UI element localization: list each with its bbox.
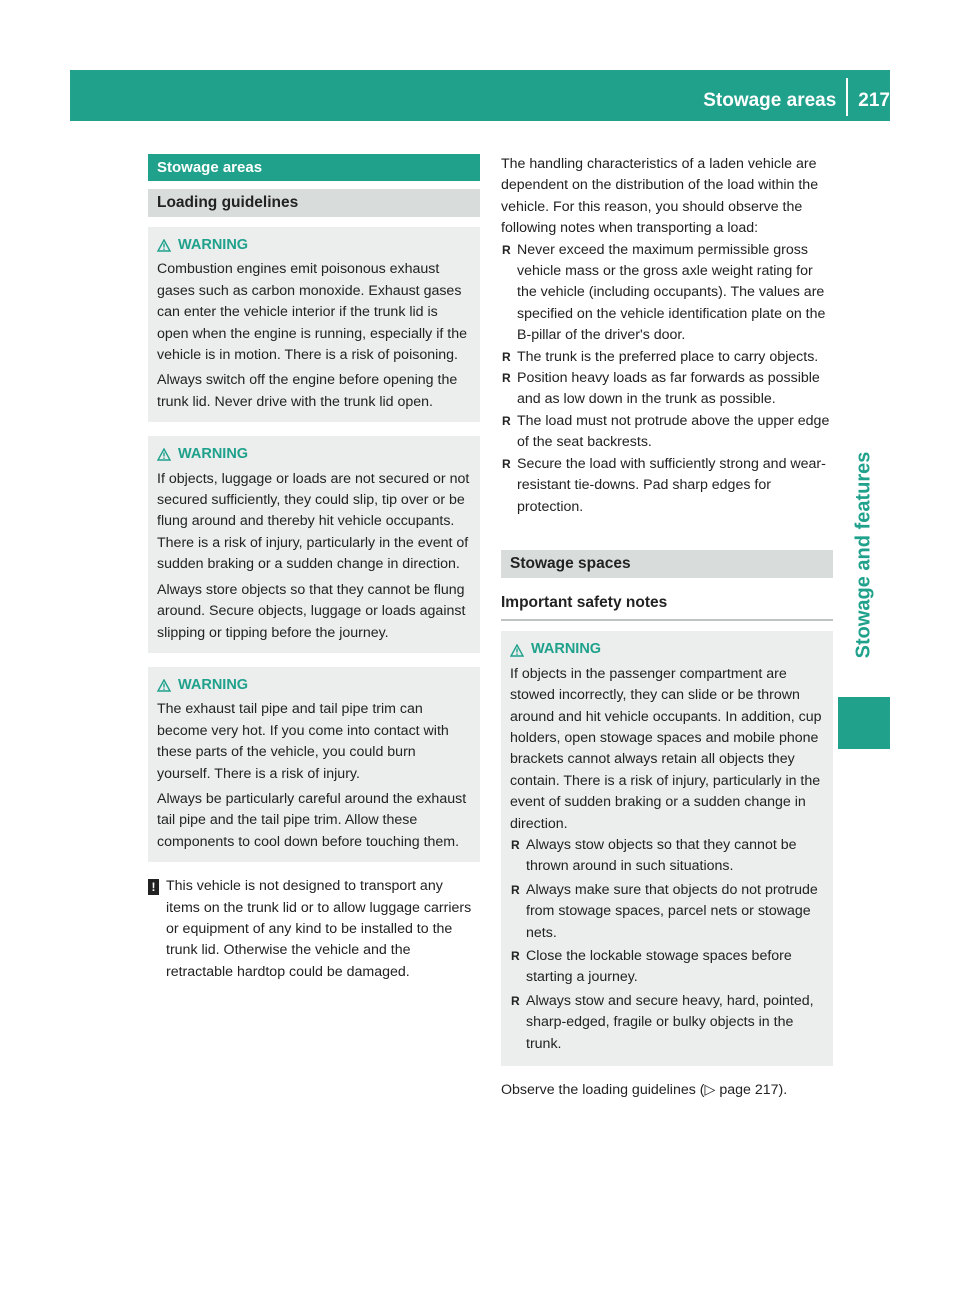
warning-label: WARNING bbox=[531, 641, 602, 658]
subsection-title: Stowage spaces bbox=[501, 550, 833, 578]
list-item: R Close the lockable stowage spaces before starting a journey. bbox=[511, 948, 792, 986]
right-column bbox=[501, 154, 833, 1101]
warning-box bbox=[148, 667, 480, 862]
warning-title bbox=[510, 639, 825, 660]
loading-bullets bbox=[501, 240, 833, 518]
warning-title bbox=[157, 444, 472, 465]
notice-text: This vehicle is not designed to transport any items on the trunk lid or to allow luggage carriers or equipment of any kind to be installed to the trunk lid. Otherwise the vehicle and the retractable hardtop could be damaged. bbox=[166, 878, 472, 980]
bullet-r-icon: R bbox=[511, 882, 520, 897]
warning-triangle-icon bbox=[157, 239, 171, 252]
bullet-r-icon: R bbox=[511, 949, 520, 963]
warning-label: WARNING bbox=[178, 446, 249, 463]
warning-text: Always switch off the engine before opening the trunk lid. Never drive with the trunk lid open. bbox=[157, 372, 458, 410]
left-column bbox=[148, 154, 480, 983]
list-item: R Always stow objects so that they cannot be thrown around in such situations. bbox=[511, 836, 797, 875]
bullet-r-icon: R bbox=[502, 349, 511, 364]
intro-text: The handling characteristics of a laden vehicle are dependent on the distribution of the load within the vehicle. For this reason, you should observe the following notes when transporting a load: bbox=[501, 156, 819, 237]
list-item: R The trunk is the preferred place to carry objects. bbox=[501, 347, 833, 368]
list-item: R Position heavy loads as far forwards as possible and as low down in the trunk as possible. bbox=[502, 370, 820, 408]
warning-box bbox=[148, 227, 480, 422]
side-tab-marker bbox=[838, 697, 890, 749]
warning-text: Always be particularly careful around the exhaust tail pipe and the tail pipe trim. Allow these components to cool down before touching them. bbox=[157, 790, 467, 850]
warning-bullets bbox=[510, 835, 825, 1055]
warning-title bbox=[157, 235, 472, 256]
warning-text: The exhaust tail pipe and tail pipe trim can become very hot. If you come into contact with these parts of the vehicle, you could burn yourself. There is a risk of injury. bbox=[157, 701, 449, 782]
warning-triangle-icon bbox=[510, 644, 524, 657]
bullet-r-icon: R bbox=[502, 413, 511, 428]
warning-triangle-icon bbox=[157, 679, 171, 692]
bullet-r-icon: R bbox=[502, 456, 511, 471]
safety-notes-heading: Important safety notes bbox=[501, 588, 833, 621]
header-title bbox=[703, 88, 890, 114]
warning-label: WARNING bbox=[178, 237, 249, 253]
list-item: R Secure the load with sufficiently strong and wear-resistant tie-downs. Pad sharp edges for protection. bbox=[502, 455, 826, 515]
warning-text: Combustion engines emit poisonous exhaust gases such as carbon monoxide. Exhaust gases can enter the vehicle interior if the trunk lid is open when the engine is running, especially if the vehicle is in motion. There is a risk of poisoning. bbox=[157, 261, 467, 364]
bullet-r-icon: R bbox=[502, 371, 511, 386]
notice bbox=[148, 876, 480, 983]
warning-text: If objects, luggage or loads are not secured or not secured sufficiently, they could slip, tip over or be flung around and thereby hit vehicle occupants. There is a risk of injury, particularly in the event of sudden braking or a sudden change in direction. bbox=[157, 470, 470, 573]
warning-text: If objects in the passenger compartment are stowed incorrectly, they can slide or be thrown around and hit vehicle occupants. In addition, cup holders, open stowage spaces and mobile phone brackets cannot always retain all objects they contain. There is a risk of injury, particularly in the event of sudden braking or a sudden change in direction. bbox=[510, 665, 822, 832]
running-title: Stowage areas bbox=[703, 90, 837, 111]
subsection-title: Loading guidelines bbox=[148, 189, 480, 217]
bullet-r-icon: R bbox=[511, 837, 520, 852]
header-separator bbox=[846, 78, 848, 116]
page-ref-arrow-icon: ▷ bbox=[704, 1082, 716, 1099]
list-item: R Always make sure that objects do not protrude from stowage spaces, parcel nets or stowage nets. bbox=[511, 881, 818, 941]
warning-text: Always store objects so that they cannot be flung around. Secure objects, luggage or loads against slipping or tipping before the journey. bbox=[157, 581, 466, 641]
list-item: R Always stow and secure heavy, hard, pointed, sharp-edged, fragile or bulky objects in the trunk. bbox=[511, 992, 814, 1052]
bullet-r-icon: R bbox=[502, 242, 511, 257]
warning-title bbox=[157, 675, 472, 696]
page-number: 217 bbox=[858, 90, 890, 111]
bullet-r-icon: R bbox=[511, 993, 520, 1008]
section-title: Stowage areas bbox=[148, 154, 480, 181]
warning-label: WARNING bbox=[178, 676, 249, 693]
list-item: R Never exceed the maximum permissible gross vehicle mass or the gross axle weight rating for the vehicle (including occupants). The values are specified on the vehicle identification plate on the B-pillar of the driver's door. bbox=[502, 241, 826, 344]
warning-triangle-icon bbox=[157, 448, 171, 461]
warning-box bbox=[148, 436, 480, 653]
page-ref-link[interactable]: page 217). bbox=[715, 1082, 788, 1099]
side-tab-label: Stowage and features bbox=[852, 451, 875, 659]
exclamation-icon: ! bbox=[148, 879, 159, 895]
list-item: R The load must not protrude above the upper edge of the seat backrests. bbox=[502, 412, 830, 451]
warning-box bbox=[501, 631, 833, 1066]
cross-reference: Observe the loading guidelines (▷ page 217). bbox=[501, 1082, 788, 1099]
